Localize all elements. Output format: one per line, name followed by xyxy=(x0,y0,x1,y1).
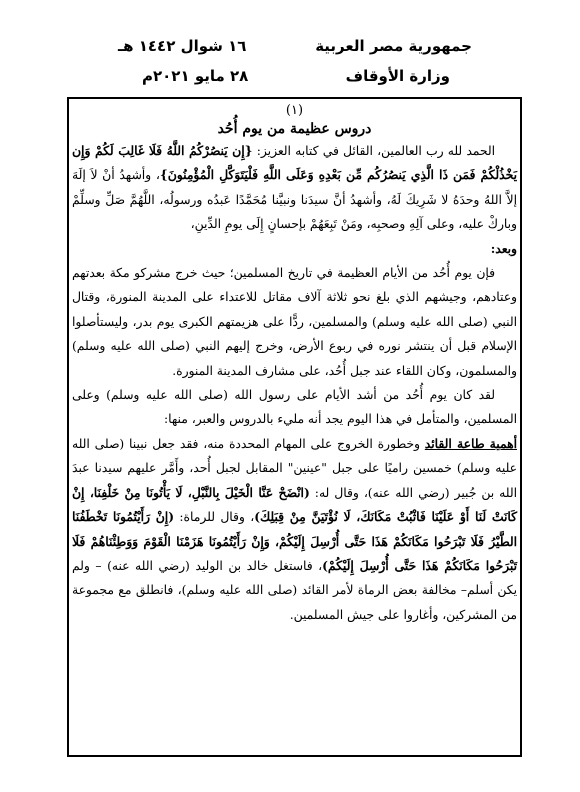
hadith-2: (إِنْ رَأَيْتُمُونَا تَخْطَفُنَا الطَّيْرُ فَلَا تَبْرَحُوا مَكَانَكُمْ هَذَا حَتَّى أُرْسِلَ إِلَيْكُمْ، وَإِنْ رَأَيْتُمُونَا هَزَمْنَا الْقَوْمَ وَوَطِئْنَاهُمْ فَلَا تَبْرَحُوا مَكَانَكُمْ هَذَا حَتَّى أُرْسِلَ إِلَيْكُمْ) xyxy=(72,509,517,573)
wabaad-label: وبعد: xyxy=(490,240,517,256)
obedience-text-1: وخطورة الخروج على المهام المحددة منه، فقد جعل نبينا (صلى الله عليه وسلم) خمسين راميًا على جبل "عينين" المقابل لجبل أُحد، وأَمَّر عليهم سيدنا عبدَ الله بن جُبير (رضي الله عنه)، وقال له: xyxy=(72,436,517,500)
obedience-text-2: ، وقال للرماة: xyxy=(174,510,255,525)
opening-text-1: الحمد لله رب العالمين، القائل في كتابه العزيز: xyxy=(252,144,495,158)
sermon-title: دروس عظيمة من يوم أُحُد xyxy=(217,121,372,137)
ministry-name: وزارة الأوقاف xyxy=(345,67,450,85)
paragraph-obedience xyxy=(72,432,517,627)
country-name: جمهورية مصر العربية xyxy=(315,37,472,55)
lesson-heading: أهمية طاعة القائد xyxy=(424,435,517,451)
opening-paragraph xyxy=(72,139,517,237)
hijri-date: ١٦ شوال ١٤٤٢ هـ xyxy=(118,37,247,55)
paragraph-lessons: لقد كان يوم أُحُد من أشد الأيام على رسول الله (صلى الله عليه وسلم) وعلى المسلمين، والمتأمل في هذا اليوم يجد أنه مليء بالدروس والعبر، منها: xyxy=(72,388,517,427)
hadith-1: (انْضَحْ عَنَّا الْخَيْلَ بِالنَّبْلِ، لَا يَأْتُونَا مِنْ خَلْفِنَا، إِنْ كَانَتْ لَنَا أَوْ عَلَيْنَا فَاثْبُتْ مَكَانَكَ، لَا نُؤْتَيَنَّ مِنْ قِبَلِكَ) xyxy=(72,484,518,525)
quran-verse: {إِن يَنصُرْكُمُ اللَّهُ فَلَا غَالِبَ لَكُمْ وَإِن يَخْذُلْكُمْ فَمَن ذَا الَّذِي يَنصُرُكُم مِّن بَعْدِهِ وَعَلَى اللَّهِ فَلْيَتَوَكَّلِ الْمُؤْمِنُونَ} xyxy=(72,143,517,183)
opening-text-2: ، وأشهدُ أنْ لاَ إلَهَ إلاَّ اللهُ وحدَهُ لا شَرِيكَ لَهُ، وأشهدُ أنَّ سيدَنا ونبيَّنا مُحَمَّدًا عَبدُه ورسولُه، اللَّهُمَّ صَلِّ وسلِّمْ وباركْ عليه، وعلى آلِهِ وصحبِه، ومَنْ تَبِعَهُمْ بإحسانٍ إِلَى يومِ الدِّينِ، xyxy=(72,168,517,232)
obedience-text-3: ، فاستغل خالد بن الوليد (رضي الله عنه) – ولم يكن أسلم– مخالفة بعض الرماة لأمر القائد (صلى الله عليه وسلم)، فانطلق مع مجموعة من المشركين، وأغاروا على جيش المسلمين. xyxy=(72,558,517,622)
sermon-content xyxy=(72,103,517,627)
sermon-number: (١) xyxy=(285,103,304,118)
paragraph-uhud: فإن يوم أُحُد من الأيام العظيمة في تاريخ المسلمين؛ حيث خرج مشركو مكة بعدتهم وعتادهم، وجيشهم الذي بلغ نحو ثلاثة آلاف مقاتل للاعتداء على المدينة المنورة، وقتال النبي (صلى الله عليه وسلم) والمسلمين، ردًّا على هزيمتهم الكبرى يوم بدر، وليستأصلوا الإسلام قبل أن ينتشر نوره في ربوع الأرض، وخرج إليهم النبي (صلى الله عليه وسلم) والمسلمون، وكان اللقاء عند جبل أُحُد، على مشارف المدينة المنورة. xyxy=(72,266,517,378)
gregorian-date: ٢٨ مايو ٢٠٢١م xyxy=(142,67,249,85)
